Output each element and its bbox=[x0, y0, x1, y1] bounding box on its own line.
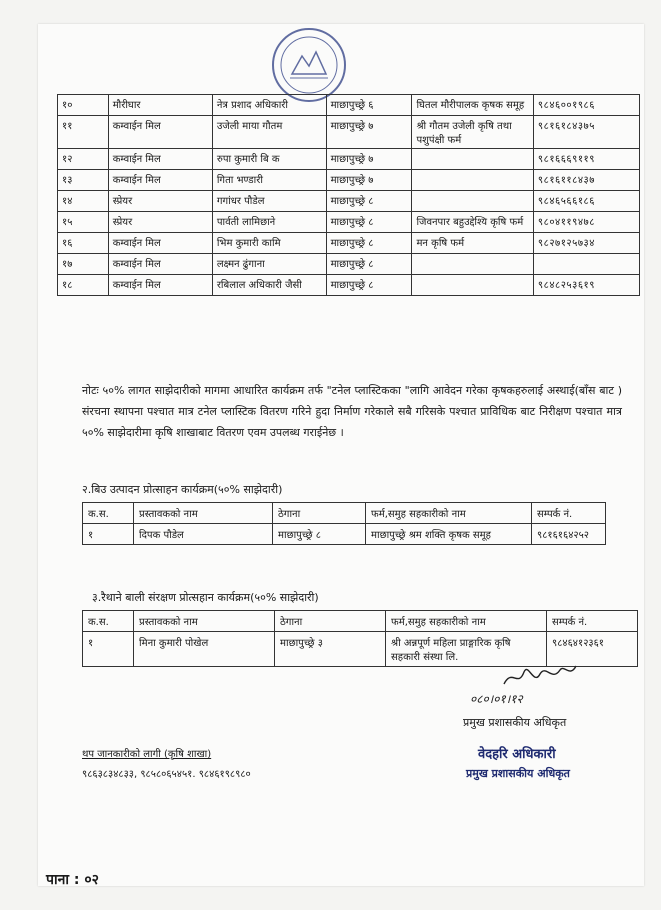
cell-phone: ९८१६१८४३७५ bbox=[533, 116, 639, 149]
table-row bbox=[58, 95, 640, 116]
cell-group: श्री गौतम उजेली कृषि तथा पशुपंक्षी फर्म bbox=[412, 116, 533, 149]
cell-type: कम्वाईन मिल bbox=[108, 170, 212, 191]
cell-sn: १८ bbox=[58, 275, 109, 296]
cell-sn: १७ bbox=[58, 254, 109, 275]
cell-group bbox=[412, 275, 533, 296]
cell-group bbox=[412, 254, 533, 275]
cell-address: माछापुच्छ्रे ८ bbox=[326, 212, 412, 233]
cell-name: भिम कुमारी कामि bbox=[212, 233, 326, 254]
section3-title: ३.रैथाने बाली संरक्षण प्रोत्सहान कार्यक्रम(५०% साझेदारी) bbox=[92, 591, 319, 604]
cell-phone bbox=[533, 254, 639, 275]
col-phone: सम्पर्क नं. bbox=[532, 503, 606, 524]
contact-numbers: ९८६३८३४८३३, ९८५८०६५४५१. ९८४६१९८९८० bbox=[82, 769, 251, 780]
cell-name: नेत्र प्रशाद अधिकारी bbox=[212, 95, 326, 116]
cell-sn: १३ bbox=[58, 170, 109, 191]
table-row bbox=[83, 524, 606, 545]
cell-group: घितल मौरीपालक कृषक समूह bbox=[412, 95, 533, 116]
cell-address: माछापुच्छ्रे ८ bbox=[326, 275, 412, 296]
cell-phone: ९८४६००१९८६ bbox=[533, 95, 639, 116]
cell-address: माछापुच्छ्रे ७ bbox=[326, 170, 412, 191]
note-paragraph: नोटः ५०% लागत साझेदारीको मागमा आधारित कार्यक्रम तर्फ "टनेल प्लास्टिकका "लागि आवेदन गरेका कृषकहरुलाई अस्थाई(बाँस बाट ) संरचना स्थापना पश्चात मात्र टनेल प्लास्टिक वितरण गरिने हुदा निर्माण गरेकाले सबै गरिसके पश्चात प्राविधिक बाट निरीक्षण पश्चात मात्र ५०% साझेदारीमा कृषि शाखाबाट वितरण एवम उपलब्ध गराईनेछ । bbox=[82, 384, 622, 439]
col-address: ठेगाना bbox=[275, 611, 386, 632]
cell-name: गिता भण्डारी bbox=[212, 170, 326, 191]
cell-phone: ९८१६१६४२५२ bbox=[532, 524, 606, 545]
col-group: फर्म,समुह सहकारीको नाम bbox=[366, 503, 532, 524]
cell-sn: ११ bbox=[58, 116, 109, 149]
cell-type: कम्वाईन मिल bbox=[108, 233, 212, 254]
stamp-name: वेदहरि अधिकारी bbox=[478, 747, 556, 762]
col-sn: क.स. bbox=[83, 503, 134, 524]
cell-address: माछापुच्छ्रे ८ bbox=[326, 233, 412, 254]
cell-name: उजेली माया गौतम bbox=[212, 116, 326, 149]
cell-address: माछापुच्छ्रे ६ bbox=[326, 95, 412, 116]
cell-phone: ९८४८२५३६१९ bbox=[533, 275, 639, 296]
cell-type: कम्वाईन मिल bbox=[108, 149, 212, 170]
office-seal bbox=[272, 28, 346, 102]
cell-type: कम्वाईन मिल bbox=[108, 275, 212, 296]
seed-production-table bbox=[82, 502, 606, 545]
col-name: प्रस्तावकको नाम bbox=[134, 611, 275, 632]
cell-sn: १ bbox=[83, 524, 134, 545]
cell-group bbox=[412, 191, 533, 212]
cell-group: जिवनपार बहुउद्देश्यि कृषि फर्म bbox=[412, 212, 533, 233]
cell-address: माछापुच्छ्रे ८ bbox=[326, 254, 412, 275]
cell-name: गगांधर पौडेल bbox=[212, 191, 326, 212]
cell-name: रुपा कुमारी बि क bbox=[212, 149, 326, 170]
cell-address: माछापुच्छ्रे ३ bbox=[275, 632, 386, 667]
signatory-title: प्रमुख प्रशासकीय अधिकृत bbox=[463, 716, 567, 729]
stamp-title: प्रमुख प्रशासकीय अधिकृत bbox=[466, 767, 570, 780]
col-sn: क.स. bbox=[83, 611, 134, 632]
cell-name: पार्वती लामिछाने bbox=[212, 212, 326, 233]
cell-phone: ९८०४११९४७८ bbox=[533, 212, 639, 233]
table-row bbox=[58, 233, 640, 254]
cell-name: मिना कुमारी पोखेल bbox=[134, 632, 275, 667]
cell-type: कम्वाईन मिल bbox=[108, 254, 212, 275]
table-row bbox=[58, 116, 640, 149]
cell-sn: १२ bbox=[58, 149, 109, 170]
machinery-recipients-table bbox=[57, 94, 640, 296]
cell-name: दिपक पौडेल bbox=[134, 524, 273, 545]
cell-phone: ९८४६४१२३६१ bbox=[547, 632, 638, 667]
section2-title: २.बिउ उत्पादन प्रोत्साहन कार्यक्रम(५०% साझेदारी) bbox=[82, 483, 283, 496]
cell-sn: १६ bbox=[58, 233, 109, 254]
cell-sn: १४ bbox=[58, 191, 109, 212]
cell-phone: ९८४६५६६१८६ bbox=[533, 191, 639, 212]
cell-type: स्प्रेयर bbox=[108, 212, 212, 233]
cell-address: माछापुच्छ्रे ७ bbox=[326, 149, 412, 170]
cell-address: माछापुच्छ्रे ८ bbox=[273, 524, 366, 545]
cell-phone: ९८२७१२५७३४ bbox=[533, 233, 639, 254]
cell-name: लक्ष्मन ढुंगाना bbox=[212, 254, 326, 275]
cell-group: माछापुच्छ्रे श्रम शक्ति कृषक समूह bbox=[366, 524, 532, 545]
table-row bbox=[58, 212, 640, 233]
cell-type: कम्वाईन मिल bbox=[108, 116, 212, 149]
cell-sn: १ bbox=[83, 632, 134, 667]
table-row bbox=[58, 275, 640, 296]
table-row bbox=[58, 149, 640, 170]
col-phone: सम्पर्क नं. bbox=[547, 611, 638, 632]
cell-type: स्प्रेयर bbox=[108, 191, 212, 212]
col-address: ठेगाना bbox=[273, 503, 366, 524]
table-row bbox=[58, 254, 640, 275]
cell-group: श्री अन्नपूर्ण महिला प्राङ्गारिक कृषि सहकारी संस्था लि. bbox=[386, 632, 547, 667]
table-row bbox=[58, 191, 640, 212]
cell-group bbox=[412, 170, 533, 191]
cell-sn: १० bbox=[58, 95, 109, 116]
cell-address: माछापुच्छ्रे ७ bbox=[326, 116, 412, 149]
page-number: पाना : ०२ bbox=[46, 872, 99, 888]
col-group: फर्म,समुह सहकारीको नाम bbox=[386, 611, 547, 632]
cell-address: माछापुच्छ्रे ८ bbox=[326, 191, 412, 212]
cell-type: मौरीघार bbox=[108, 95, 212, 116]
cell-group: मन कृषि फर्म bbox=[412, 233, 533, 254]
cell-sn: १५ bbox=[58, 212, 109, 233]
cell-phone: ९८१६११८४३७ bbox=[533, 170, 639, 191]
table-row bbox=[58, 170, 640, 191]
signature-date: ०८०।०१।१२ bbox=[470, 692, 523, 706]
col-name: प्रस्तावकको नाम bbox=[134, 503, 273, 524]
cell-group bbox=[412, 149, 533, 170]
contact-heading: थप जानकारीको लागी (कृषि शाखा) bbox=[82, 749, 212, 760]
cell-phone: ९८१६६६९११९ bbox=[533, 149, 639, 170]
cell-name: रबिलाल अधिकारी जैसी bbox=[212, 275, 326, 296]
signature-scribble bbox=[500, 658, 580, 692]
